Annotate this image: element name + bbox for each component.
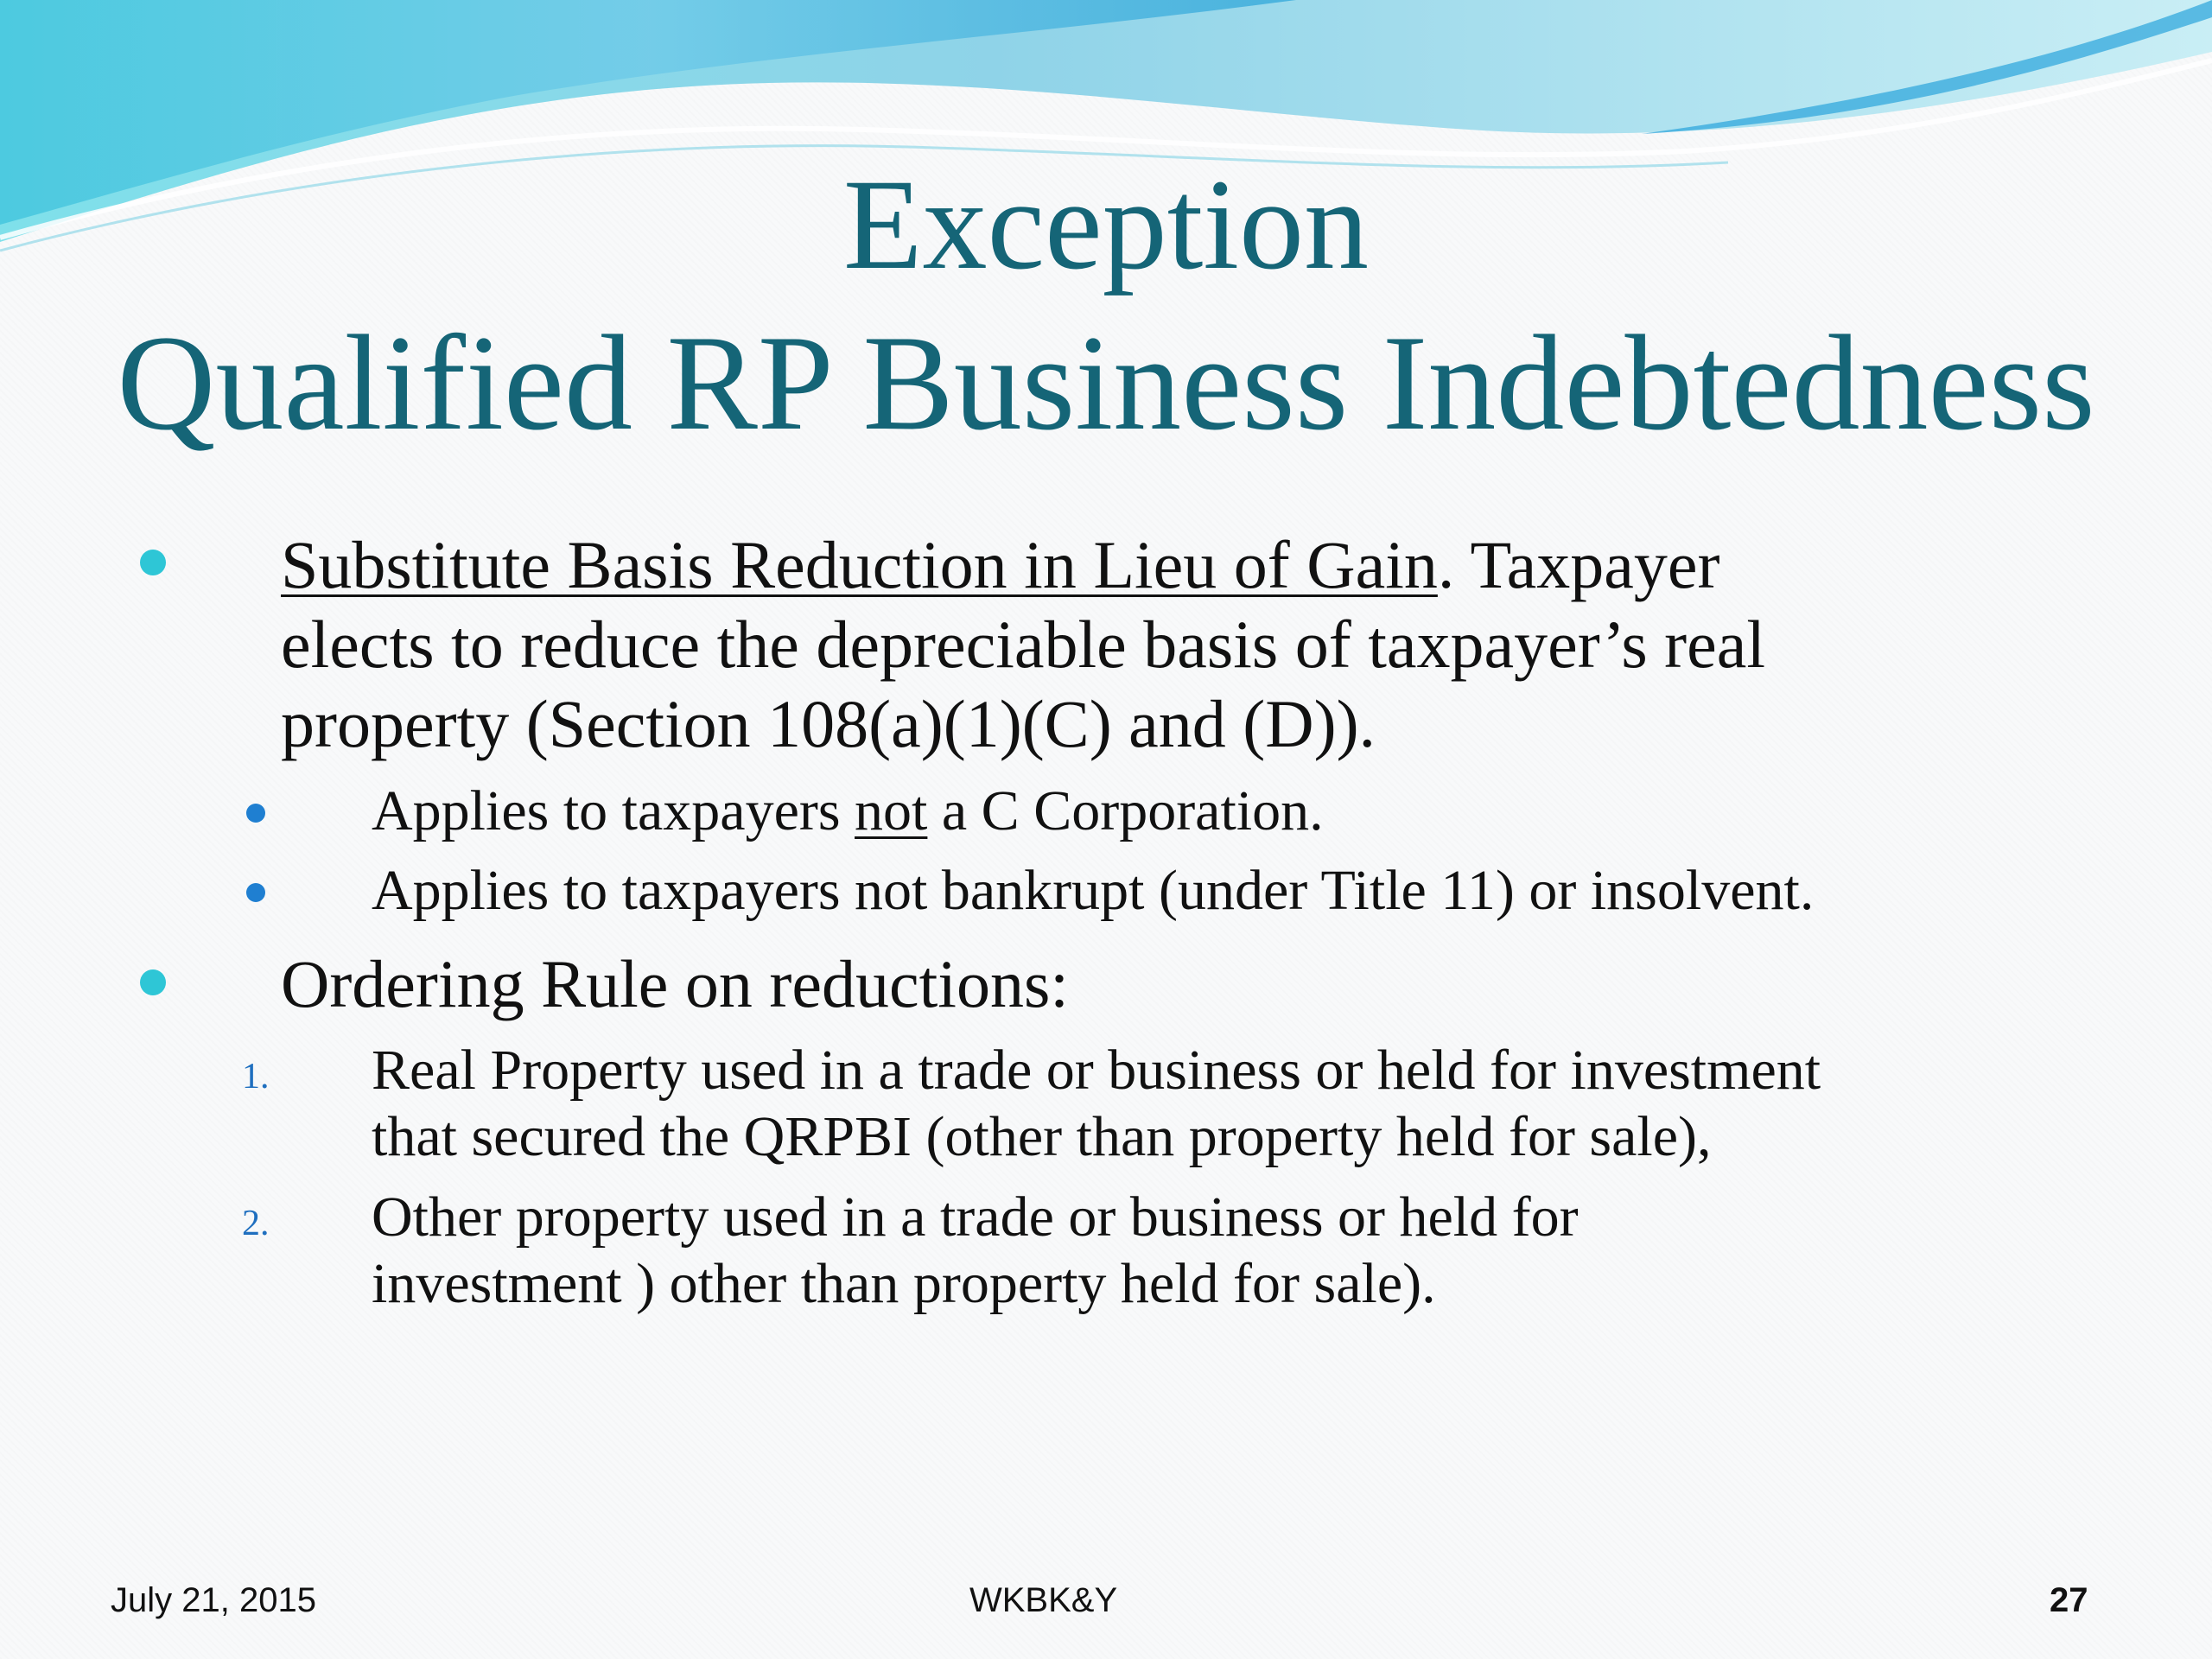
bullet-dot-icon <box>140 550 166 575</box>
slide-title-line2: Qualified RP Business Indebtedness <box>117 308 2095 459</box>
sub-bullet-1-before: Applies to taxpayers <box>372 779 855 842</box>
bullet-1-line1-rest: . Taxpayer <box>1437 527 1720 602</box>
bullet-1-line3: property (Section 108(a)(1)(C) and (D)). <box>281 686 1376 761</box>
ordered-item-2-number: 2. <box>242 1204 270 1243</box>
sub-bullet-1 <box>372 778 2100 845</box>
sub-bullet-dot-icon <box>246 804 265 823</box>
bullet-2-text: Ordering Rule on reductions: <box>281 946 1069 1021</box>
bullet-1-line1 <box>281 525 2095 605</box>
sub-bullet-dot-icon <box>246 883 265 902</box>
bullet-1-underlined-heading: Substitute Basis Reduction in Lieu of Gain <box>281 527 1438 602</box>
ordered-item-2-line2: investment ) other than property held for sale). <box>372 1252 1436 1315</box>
sub-bullet-1-after: a C Corporation. <box>927 779 1324 842</box>
ordered-item-1-line2: that secured the QRPBI (other than property held for sale), <box>372 1105 1712 1168</box>
sub-bullet-2: Applies to taxpayers not bankrupt (under Title 11) or insolvent. <box>372 859 1815 922</box>
footer-center-text: WKBK&Y <box>969 1581 1118 1619</box>
ordered-item-1-number: 1. <box>242 1057 270 1096</box>
slide-title-line1: Exception <box>842 153 1370 296</box>
bullet-1-line2: elects to reduce the depreciable basis of taxpayer’s real <box>281 607 1766 682</box>
ordered-item-1-line1: Real Property used in a trade or business or held for investment <box>372 1039 1821 1102</box>
ordered-item-2-line1: Other property used in a trade or business or held for <box>372 1185 1579 1249</box>
bullet-dot-icon <box>140 969 166 995</box>
footer-page-number: 27 <box>2050 1581 2088 1619</box>
sub-bullet-1-underlined: not <box>855 779 928 842</box>
footer-date: July 21, 2015 <box>111 1581 316 1619</box>
